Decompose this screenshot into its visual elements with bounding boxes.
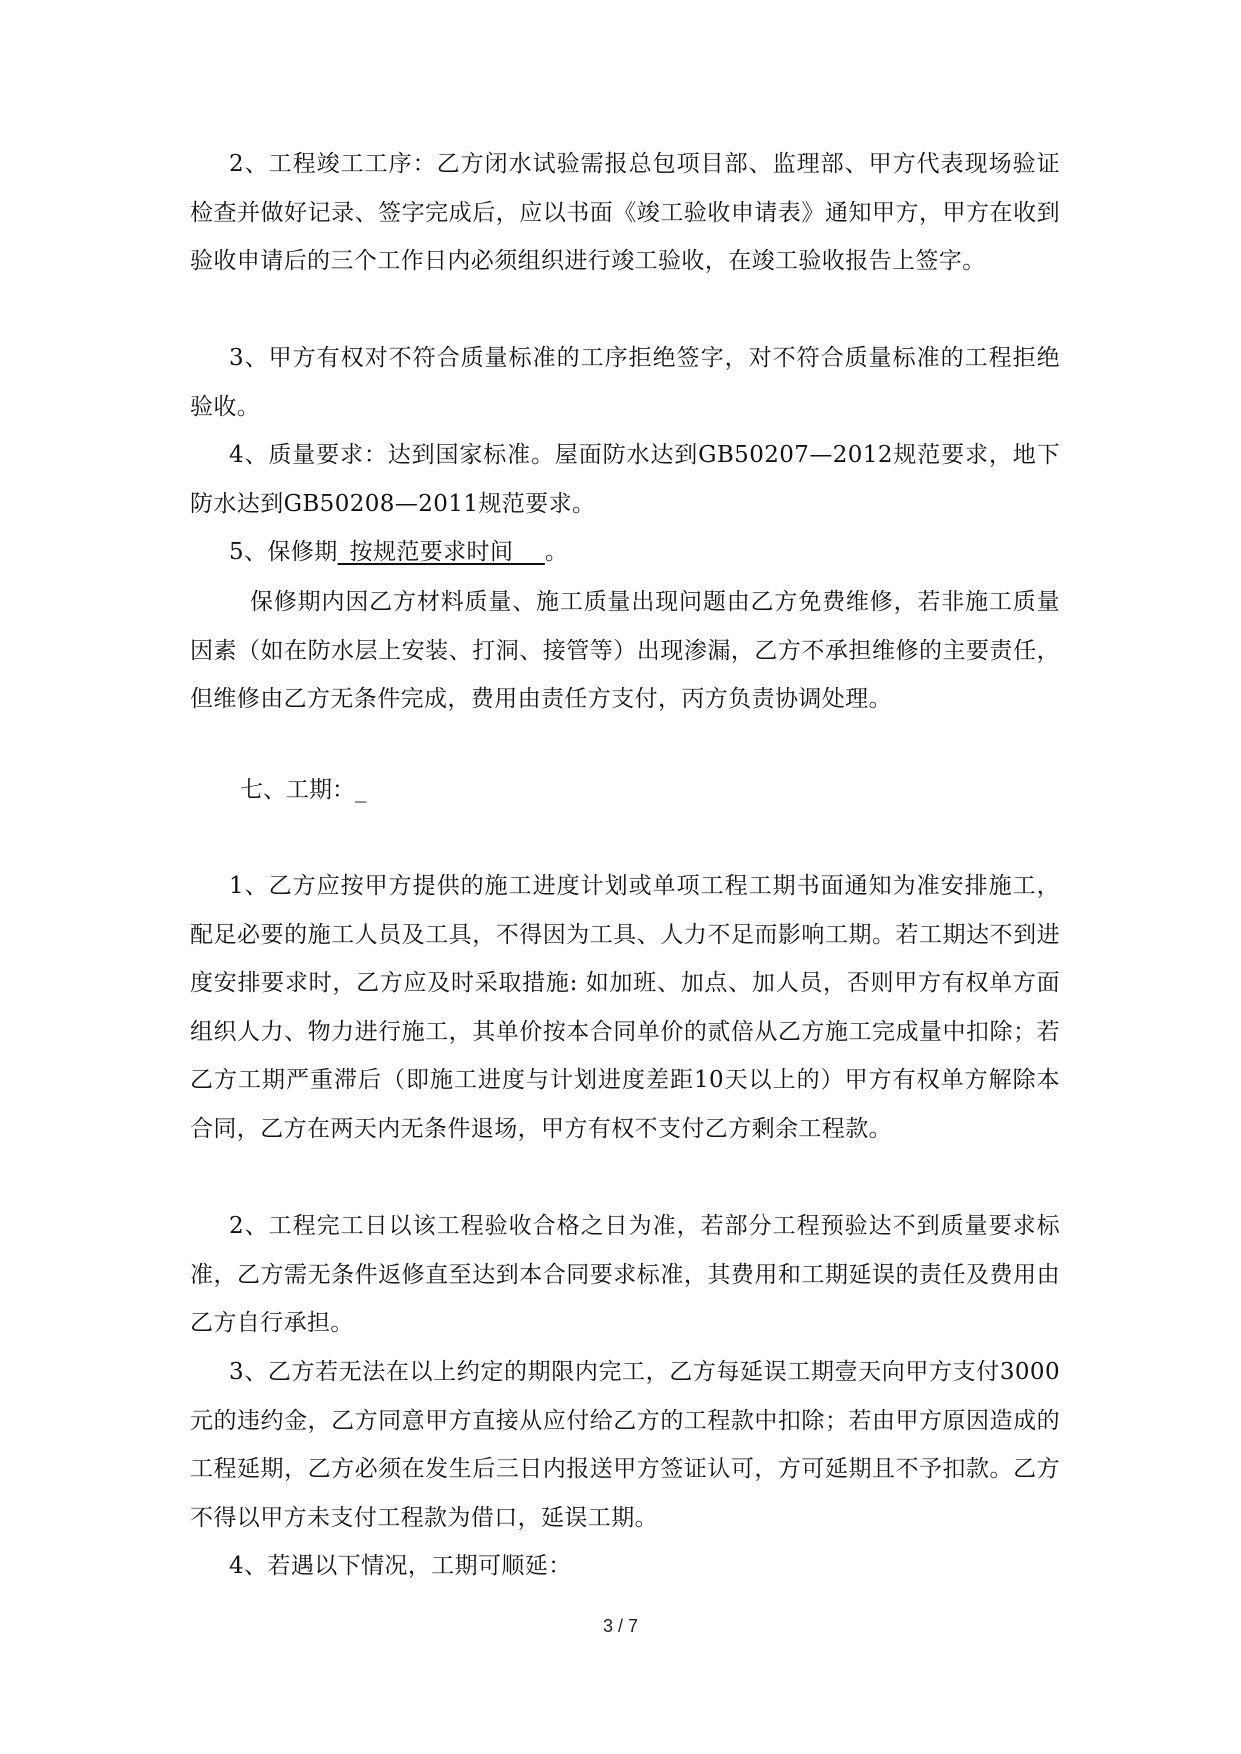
- warranty-period-value: _按规范要求时间_ _: [337, 539, 545, 565]
- section7-heading: [240, 766, 367, 814]
- section6-item4-paragraph: 4、质量要求：达到国家标准。屋面防水达到GB50207—2012规范要求，地下防水达到GB50208—2011规范要求。: [190, 442, 1060, 517]
- page-number: 3 / 7: [602, 1616, 639, 1636]
- section7-item2-paragraph: 2、工程完工日以该工程验收合格之日为准，若部分工程预验达不到质量要求标准，乙方需无条件返修直至达到本合同要求标准，其费用和工期延误的责任及费用由乙方自行承担。: [190, 1213, 1060, 1336]
- section6-item3-paragraph: 3、甲方有权对不符合质量标准的工序拒绝签字，对不符合质量标准的工程拒绝验收。: [190, 345, 1060, 420]
- section6-item5-paragraph: [190, 528, 1060, 577]
- warranty-label: 5、保修期: [229, 539, 338, 565]
- section6-item2-paragraph: 2、工程竣工工序：乙方闭水试验需报总包项目部、监理部、甲方代表现场验证检查并做好记录、签字完成后，应以书面《竣工验收申请表》通知甲方，甲方在收到验收申请后的三个工作日内必须组织进行竣工验收，在竣工验收报告上签字。: [190, 151, 1060, 274]
- section7-item4-paragraph: 4、若遇以下情况，工期可顺延：: [229, 1553, 572, 1579]
- section7-heading-blank: _: [355, 777, 367, 803]
- warranty-end-mark: 。: [544, 539, 569, 565]
- section7-item3-paragraph: 3、乙方若无法在以上约定的期限内完工，乙方每延误工期壹天向甲方支付3000元的违约金，乙方同意甲方直接从应付给乙方的工程款中扣除；若由甲方原因造成的工程延期，乙方必须在发生后三日内报送甲方签证认可，方可延期且不予扣款。乙方不得以甲方未支付工程款为借口，延误工期。: [190, 1359, 1060, 1531]
- section7-heading-text: 七、工期：: [240, 777, 355, 803]
- section7-item1-paragraph: 1、乙方应按甲方提供的施工进度计划或单项工程工期书面通知为准安排施工，配足必要的施工人员及工具，不得因为工具、人力不足而影响工期。若工期达不到进度安排要求时，乙方应及时采取措施: 如加班、加点、加人员，否则甲方有权单方面组织人力、物力进行施工，其单价按本合同单价的贰倍从乙方施工完成量中扣除；若乙方工期严重滞后（即施工进度与计划进度差距10天以上的）甲方有权单方解除本合同，乙方在两天内无条件退场，甲方有权不支付乙方剩余工程款。: [190, 873, 1060, 1142]
- warranty-responsibility-paragraph: 保修期内因乙方材料质量、施工质量出现问题由乙方免费维修，若非施工质量因素（如在防水层上安装、打洞、接管等）出现渗漏，乙方不承担维修的主要责任，但维修由乙方无条件完成，费用由责任方支付，丙方负责协调处理。: [190, 589, 1060, 712]
